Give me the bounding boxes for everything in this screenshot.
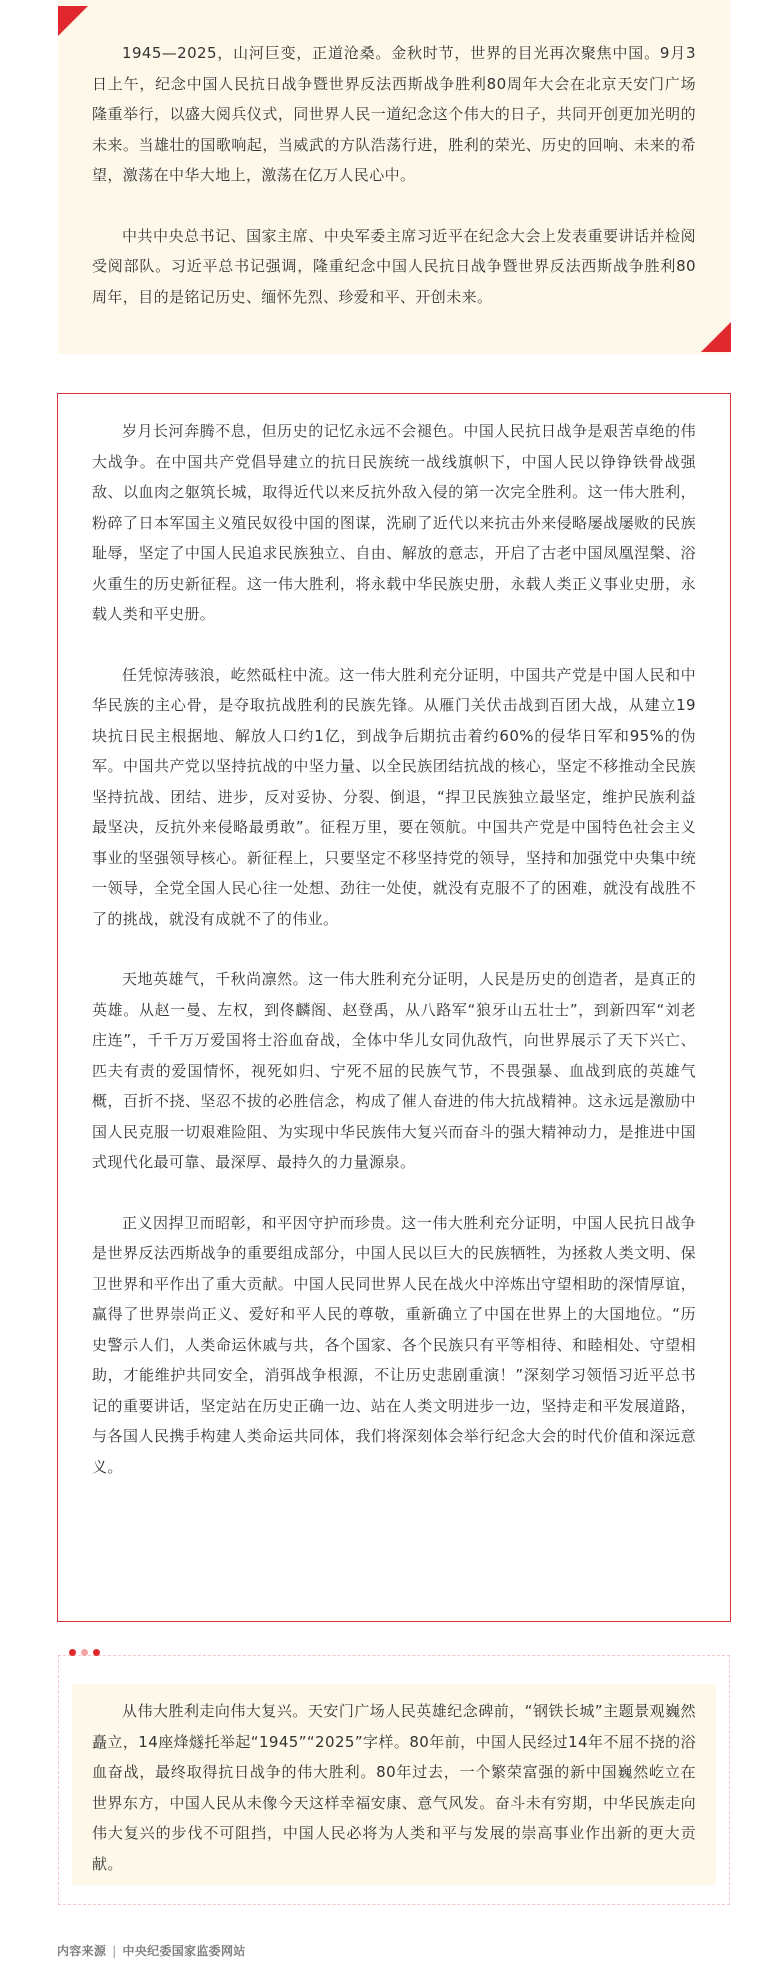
main-paragraph: 天地英雄气，千秋尚凛然。这一伟大胜利充分证明，人民是历史的创造者，是真正的英雄。从赵一曼、左权，到佟麟阁、赵登禹，从八路军“狼牙山五壮士”，到新四军“刘老庄连”，千千万万爱国将士浴血奋战，全体中华儿女同仇敌忾，向世界展示了天下兴亡、匹夫有责的爱国情怀，视死如归、宁死不屈的民族气节，不畏强暴、血战到底的英雄气概，百折不挠、坚忍不拔的必胜信念，构成了催人奋进的伟大抗战精神。这永远是激励中国人民克服一切艰难险阻、为实现中华民族伟大复兴而奋斗的强大精神动力，是推进中国式现代化最可靠、最深厚、最持久的力量源泉。 bbox=[92, 970, 696, 1171]
intro-paragraph: 1945—2025，山河巨变，正道沧桑。金秋时节，世界的目光再次聚焦中国。9月3日上午，纪念中国人民抗日战争暨世界反法西斯战争胜利80周年大会在北京天安门广场隆重举行，以盛大阅兵仪式，同世界人民一道纪念这个伟大的日子，共同开创更加光明的未来。当雄壮的国歌响起，当威武的方队浩荡行进，胜利的荣光、历史的回响、未来的希望，激荡在中华大地上，激荡在亿万人民心中。 bbox=[92, 44, 696, 184]
main-paragraph: 正义因捍卫而昭彰，和平因守护而珍贵。这一伟大胜利充分证明，中国人民抗日战争是世界反法西斯战争的重要组成部分，中国人民以巨大的民族牺牲，为拯救人类文明、保卫世界和平作出了重大贡献。中国人民同世界人民在战火中淬炼出守望相助的深情厚谊，赢得了世界崇尚正义、爱好和平人民的尊敬，重新确立了中国在世界上的大国地位。“历史警示人们，人类命运休戚与共，各个国家、各个民族只有平等相待、和睦相处、守望相助，才能维护共同安全，消弭战争根源，不让历史悲剧重演！”深刻学习领悟习近平总书记的重要讲话，坚定站在历史正确一边、站在人类文明进步一边，坚持走和平发展道路，与各国人民携手构建人类命运共同体，我们将深刻体会举行纪念大会的时代价值和深远意义。 bbox=[92, 1213, 696, 1476]
closing-content bbox=[72, 1684, 716, 1885]
main-paragraph: 岁月长河奔腾不息，但历史的记忆永远不会褪色。中国人民抗日战争是艰苦卓绝的伟大战争。在中国共产党倡导建立的抗日民族统一战线旗帜下，中国人民以铮铮铁骨战强敌、以血肉之躯筑长城，取得近代以来反抗外敌入侵的第一次完全胜利。这一伟大胜利，粉碎了日本军国主义殖民奴役中国的图谋，洗刷了近代以来抗击外来侵略屡战屡败的民族耻辱，坚定了中国人民追求民族独立、自由、解放的意志，开启了古老中国凤凰涅槃、浴火重生的历史新征程。这一伟大胜利，将永载中华民族史册，永载人类正义事业史册，永载人类和平史册。 bbox=[92, 422, 696, 623]
intro-box bbox=[58, 0, 730, 354]
dot-icon bbox=[93, 1649, 100, 1656]
main-article-box bbox=[57, 393, 731, 1622]
main-paragraph: 任凭惊涛骇浪，屹然砥柱中流。这一伟大胜利充分证明，中国共产党是中国人民和中华民族的主心骨，是夺取抗战胜利的民族先锋。从雁门关伏击战到百团大战，从建立19块抗日民主根据地、解放人口约1亿，到战争后期抗击着约60%的侵华日军和95%的伪军。中国共产党以坚持抗战的中坚力量、以全民族团结抗战的核心，坚定不移推动全民族坚持抗战、团结、进步，反对妥协、分裂、倒退，“捍卫民族独立最坚定，维护民族利益最坚决，反抗外来侵略最勇敢”。征程万里，要在领航。中国共产党是中国特色社会主义事业的坚强领导核心。新征程上，只要坚定不移坚持党的领导，坚持和加强党中央集中统一领导，全党全国人民心往一处想、劲往一处使，就没有克服不了的困难，就没有战胜不了的挑战，就没有成就不了的伟业。 bbox=[92, 665, 696, 928]
source-label: 内容来源 bbox=[57, 1944, 107, 1958]
closing-paragraph: 从伟大胜利走向伟大复兴。天安门广场人民英雄纪念碑前，“钢铁长城”主题景观巍然矗立，14座烽燧托举起“1945”“2025”字样。80年前，中国人民经过14年不屈不挠的浴血奋战，最终取得抗日战争的伟大胜利。80年过去，一个繁荣富强的新中国巍然屹立在世界东方，中国人民从未像今天这样幸福安康、意气风发。奋斗未有穷期，中华民族走向伟大复兴的步伐不可阻挡，中国人民必将为人类和平与发展的崇高事业作出新的更大贡献。 bbox=[92, 1702, 696, 1873]
intro-paragraph: 中共中央总书记、国家主席、中央军委主席习近平在纪念大会上发表重要讲话并检阅受阅部队。习近平总书记强调，隆重纪念中国人民抗日战争暨世界反法西斯战争胜利80周年，目的是铭记历史、缅怀先烈、珍爱和平、开创未来。 bbox=[92, 226, 696, 306]
source-separator: | bbox=[112, 1944, 117, 1958]
closing-box bbox=[58, 1655, 730, 1905]
source-name: 中央纪委国家监委网站 bbox=[122, 1944, 246, 1958]
dots-decoration bbox=[69, 1649, 100, 1656]
dot-icon bbox=[69, 1649, 76, 1656]
source-credit bbox=[57, 1942, 246, 1959]
dot-icon bbox=[81, 1649, 88, 1656]
